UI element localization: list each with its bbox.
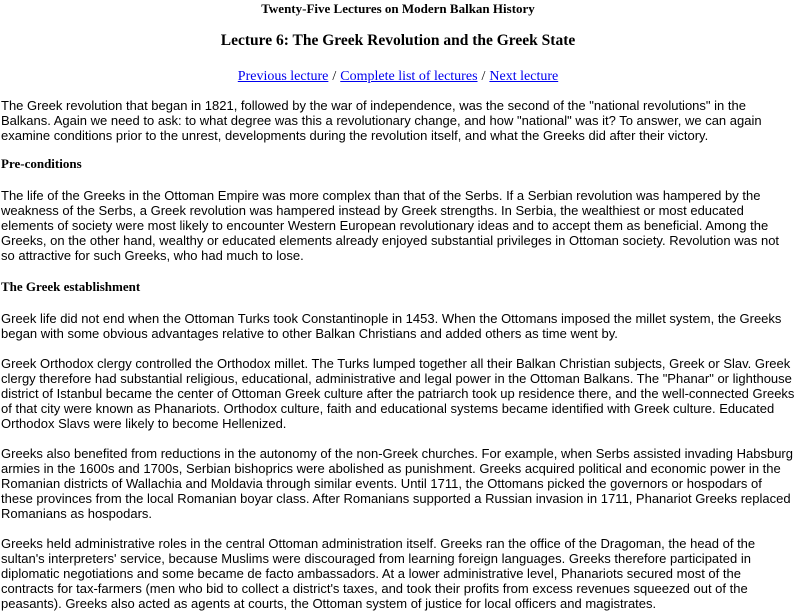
preconditions-heading: Pre-conditions (1, 156, 82, 171)
previous-lecture-link[interactable]: Previous lecture (237, 69, 329, 84)
next-lecture-link[interactable]: Next lecture (489, 69, 559, 84)
establishment-paragraph-3: Greeks also benefited from reductions in the autonomy of the non-Greek churches. For example, when Serbs assisted invading Habsburg armies in the 1600s and 1700s, Serbian bishoprics were abolished as punishment. Greeks acquired political and economic power in the Romanian districts of Wallachia and Moldavia through similar events. Until 1711, the Ottomans picked the governors or hospodars of these provinces from the local Romanian boyar class. After Romanians supported a Russian invasion in 1711, Phanariot Greeks replaced Romanians as hospodars. (1, 446, 793, 521)
establishment-paragraph-2: Greek Orthodox clergy controlled the Orthodox millet. The Turks lumped together all their Balkan Christian subjects, Greek or Slav. Greek clergy therefore had substantial religious, educational, administrative and legal power in the Ottoman Balkans. The "Phanar" or lighthouse district of Istanbul became the center of Ottoman Greek culture after the patriarch took up residence there, and the well-connected Greeks of that city were known as Phanariots. Orthodox culture, faith and educational systems became identified with Greek culture. Educated Orthodox Slavs were likely to become Hellenized. (1, 356, 795, 431)
complete-list-link[interactable]: Complete list of lectures (340, 69, 478, 84)
intro-paragraph: The Greek revolution that began in 1821, followed by the war of independence, was the second of the "national revolutions" in the Balkans. Again we need to ask: to what degree was this a revolutionary change, and how "national" was it? To answer, we can again examine conditions prior to the unrest, developments during the revolution itself, and what the Greeks did after their victory. (1, 98, 762, 143)
establishment-paragraph-1: Greek life did not end when the Ottoman Turks took Constantinople in 1453. When the Ottomans imposed the millet system, the Greeks began with some obvious advantages relative to other Balkan Christians and added others as time went by. (1, 311, 782, 341)
lecture-navigation (0, 68, 796, 86)
establishment-heading: The Greek establishment (1, 279, 141, 294)
nav-separator: / (332, 69, 337, 84)
page-title: Lecture 6: The Greek Revolution and the Greek State (220, 32, 576, 49)
nav-separator: / (481, 69, 486, 84)
establishment-paragraph-4: Greeks held administrative roles in the central Ottoman administration itself. Greeks ran the office of the Dragoman, the head of the sultan's interpreters' service, because Muslims were discouraged from learning foreign languages. Greeks therefore participated in diplomatic negotiations and some became de facto ambassadors. At a lower administrative level, Phanariots secured most of the contracts for tax-farmers (men who bid to collect a district's taxes, and took their profits from excess revenues squeezed out of the peasants). Greeks also acted as agents at courts, the Ottoman system of justice for local officers and magistrates. (1, 536, 756, 611)
series-title: Twenty-Five Lectures on Modern Balkan History (261, 1, 535, 16)
preconditions-paragraph: The life of the Greeks in the Ottoman Empire was more complex than that of the Serbs. If a Serbian revolution was hampered by the weakness of the Serbs, a Greek revolution was hampered instead by Greek strengths. In Serbia, the wealthiest or most educated elements of society were most likely to encounter Western European revolutionary ideas and to accept them as beneficial. Among the Greeks, on the other hand, wealthy or educated elements already enjoyed substantial privileges in Ottoman society. Revolution was not so attractive for such Greeks, who had much to lose. (1, 188, 780, 263)
